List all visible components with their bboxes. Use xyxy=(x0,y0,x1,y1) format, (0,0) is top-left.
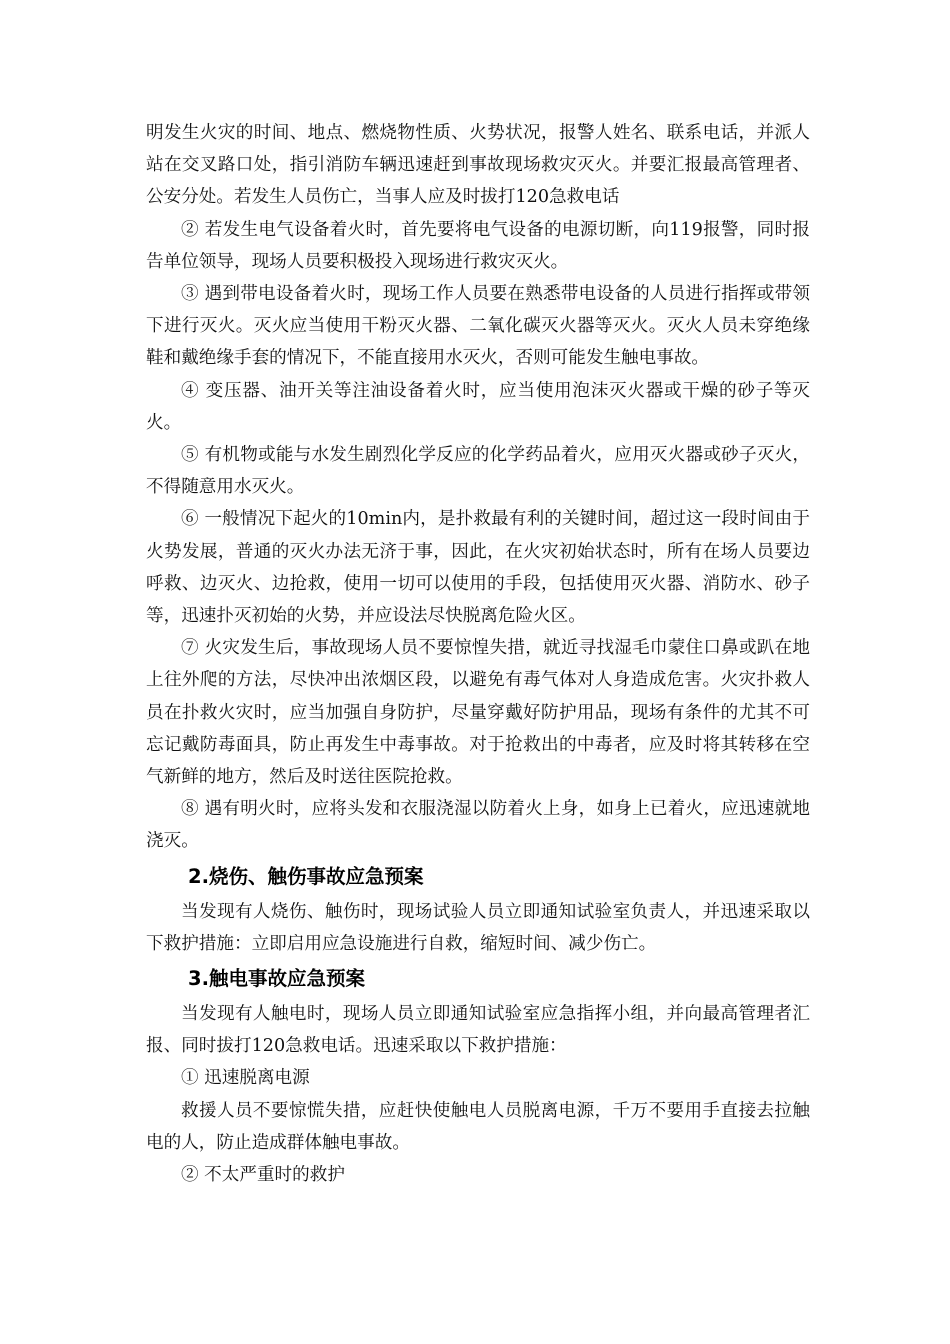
paragraph-shock-step-1: ① 迅速脱离电源 xyxy=(181,1068,310,1089)
paragraph-fire-report: 明发生火灾的时间、地点、燃烧物性质、火势状况，报警人姓名、联系电话，并派人站在交叉路口处，指引消防车辆迅速赶到事故现场救灾灭火。并要汇报最高管理者、公安分处。若发生人员伤亡，当事人应及时拔打120急救电话 xyxy=(146,123,810,208)
paragraph-burn-injury: 当发现有人烧伤、触伤时，现场试验人员立即通知试验室负责人，并迅速采取以下救护措施：立即启用应急设施进行自救，缩短时间、减少伤亡。 xyxy=(146,901,810,954)
paragraph-item-4: ④ 变压器、油开关等注油设备着火时，应当使用泡沫灭火器或干燥的砂子等灭火。 xyxy=(146,380,810,433)
paragraph-item-2: ② 若发生电气设备着火时，首先要将电气设备的电源切断，向119报警，同时报告单位领导，现场人员要积极投入现场进行救灾灭火。 xyxy=(146,219,810,272)
paragraph-electric-shock: 当发现有人触电时，现场人员立即通知试验室应急指挥小组，并向最高管理者汇报、同时拔打120急救电话。迅速采取以下救护措施： xyxy=(146,1004,810,1057)
paragraph-shock-step-1-detail: 救援人员不要惊慌失措，应赶快使触电人员脱离电源，千万不要用手直接去拉触电的人，防止造成群体触电事故。 xyxy=(146,1100,810,1153)
paragraph-item-3: ③ 遇到带电设备着火时，现场工作人员要在熟悉带电设备的人员进行指挥或带领下进行灭火。灭火应当使用干粉灭火器、二氧化碳灭火器等灭火。灭火人员未穿绝缘鞋和戴绝缘手套的情况下，不能直接用水灭火，否则可能发生触电事故。 xyxy=(146,284,810,369)
section-heading-electric-shock: 3.触电事故应急预案 xyxy=(188,967,365,991)
paragraph-item-8: ⑧ 遇有明火时，应将头发和衣服浇湿以防着火上身，如身上已着火，应迅速就地浇灭。 xyxy=(146,799,810,852)
paragraph-item-7: ⑦ 火灾发生后，事故现场人员不要惊惶失措，就近寻找湿毛巾蒙住口鼻或趴在地上往外爬的方法，尽快冲出浓烟区段，以避免有毒气体对人身造成危害。火灾扑救人员在扑救火灾时，应当加强自身防护，尽量穿戴好防护用品，现场有条件的尤其不可忘记戴防毒面具，防止再发生中毒事故。对于抢救出的中毒者，应及时将其转移在空气新鲜的地方，然后及时送往医院抢救。 xyxy=(146,638,810,788)
paragraph-shock-step-2: ② 不太严重时的救护 xyxy=(181,1165,345,1186)
document-page xyxy=(146,117,810,1191)
paragraph-item-5: ⑤ 有机物或能与水发生剧烈化学反应的化学药品着火，应用灭火器或砂子灭火，不得随意用水灭火。 xyxy=(146,445,810,498)
paragraph-item-6: ⑥ 一般情况下起火的10min内，是扑救最有利的关键时间，超过这一段时间由于火势发展，普通的灭火办法无济于事，因此，在火灾初始状态时，所有在场人员要边呼救、边灭火、边抢救，使用一切可以使用的手段，包括使用灭火器、消防水、砂子等，迅速扑灭初始的火势，并应设法尽快脱离危险火区。 xyxy=(146,509,810,627)
section-heading-burn-injury: 2.烧伤、触伤事故应急预案 xyxy=(188,864,424,888)
